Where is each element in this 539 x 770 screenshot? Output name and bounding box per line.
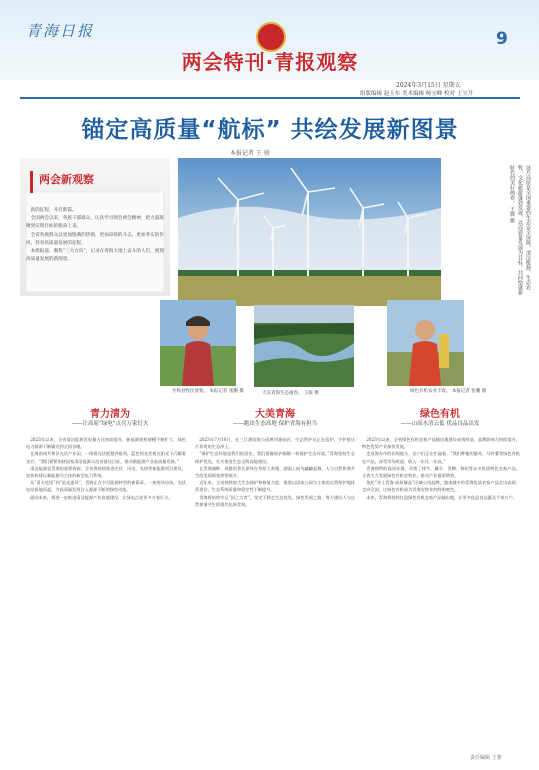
article-paragraph: 2023年以来，全省绿色有机农畜产品输出地建设成效明显，品牌影响力持续提升，特色优势产业加快发展。 [362,437,520,450]
article-paragraph: 2023年以来，全省清洁能源发电量占比持续提升，新能源装机规模不断扩大，绿色电力源源不断输送到全国各地。 [26,437,186,450]
section-subtitle: ——让高原“绿电”点亮万家灯火 [71,421,149,427]
article-body [195,436,355,748]
section-title: 大美青海 [255,409,295,420]
box-title-wrap [30,171,113,193]
article-body [26,436,186,748]
article-paragraph: 依托“净土青海·高原臻品”区域公用品牌，越来越多的青海优质农畜产品走出高原、走向全国，让绿色有机成为青海农牧业的鲜明底色。 [362,480,520,493]
article-paragraph: “保护生态环境是我们的责任，我们要像保护眼睛一样保护生态环境。”青海坚持生态保护优先，扎实推进生态文明高地建设。 [195,451,355,464]
river-landscape-photo [254,305,354,387]
byline: 本报记者 王 骏 [230,150,270,157]
article-paragraph: 清洁能源是青海的重要资源，全省将持续推进光伏、风电、光热等新能源项目建设，加快构建以新能源为主体的新型电力系统。 [26,465,186,479]
box-title: 两会新观察 [39,173,94,186]
issue-date: 2024年3月15日 星期五 [396,82,461,89]
footer-credit: 责任编辑 王骏 [470,755,502,761]
article-paragraph: 近年来，全省持续加大生态保护和修复力度，推进以国家公园为主体的自然保护地体系建设，生态系统质量和稳定性不断提升。 [195,480,355,493]
article-paragraph: 2023年7月10日，在三江源国家公园黄河源园区，生态管护员正在巡护，守护着这片珍贵的生态净土。 [195,437,355,450]
editor-credits: 组版编辑 赵玉东 美术编辑 杨宝峰 校对 王宝升 [360,91,474,97]
page-headline: 锚定高质量“航标” 共绘发展新图景 [81,117,459,143]
page-number: 9 [496,29,508,49]
section-subtitle: ——跑出生态高地 保护青海有担当 [232,421,318,427]
article-paragraph: 青海将始终牢记“国之大者”，坚定不移走生态优先、绿色发展之路，努力建设人与自然和谐共生的现代化新青海。 [195,494,355,507]
article-body [362,436,520,748]
special-edition-banner: 两会特刊·青报观察 [181,50,359,74]
wind-farm-photo [178,158,441,306]
article-paragraph: 在海南州共和县光伏产业园，一排排光伏板整齐排列，蓝色的光伏板在阳光下闪耀着光芒。“我们紧紧围绕国家清洁能源示范省建设目标，推动新能源产业高质量发展。” [26,451,186,464]
photo-caption: 共和县牧民放牧。 本报记者 张鹏 摄 [172,389,244,394]
intro-paragraph: 本组报道，聚焦“三大方向”，记录在青海大地上奋斗的人们，展现高质量发展的新图景。 [26,249,164,263]
divider [20,97,520,99]
section-title: 绿色有机 [420,409,460,420]
intro-paragraph: 全省各族群众以更加饱满的热情、更加昂扬的斗志、更加务实的作风，投身高质量发展的征程。 [26,232,164,246]
newspaper-logo: 青海日报 [26,22,95,40]
article-paragraph: 未来，青海将持续打造绿色有机农畜产品输出地，让更多优品良品惠及千家万户。 [366,494,517,500]
photo-caption: 绿色有机农业丰收。 本报记者 张鹏 摄 [410,389,487,394]
intro-paragraph: 新的征程，开启新篇。 [30,208,77,213]
article-paragraph: 从“看天吃饭”到“追光逐风”，青海正在书写能源转型的新篇章。一座座风电场、光伏电站拔地而起，为高质量发展注入源源不断的绿色动能。 [26,480,186,493]
article-paragraph: 面向未来，将进一步推进清洁能源产业高地建设，让绿电点亮更多万家灯火。 [30,494,173,500]
vertical-caption: 这片高原是全国重要的生态安全屏障，清洁能源、生态农牧、文化旅游蓬勃发展，以高质量发展为目标，共同绘就新时代的美好画卷。 王骏 摄 [509,165,531,295]
article-paragraph: 青海独特的高原环境，孕育了牦牛、藏羊、青稞、枸杞等众多优质特色农畜产品。全省大力发展绿色有机农牧业，推动产业提质增效。 [362,465,520,479]
herder-photo [160,300,236,386]
intro-text [26,207,166,264]
intro-paragraph: 全国两会以来，各族干部群众，认真学习领会两会精神，把力量凝聚到实现目标的使命上来。 [26,216,164,230]
section-title: 青力清为 [90,409,130,420]
section-subtitle: ——山高水清云低 优品良品出发 [400,421,480,427]
photo-caption: 大美青海生态画卷。 王骏 摄 [262,391,319,396]
farmer-photo [387,300,464,386]
article-paragraph: 走进海东市的田间地头，农户们正在忙碌着。“我们种植的藜麦、马铃薯等绿色有机农产品，深受市场欢迎，收入一年比一年高。” [362,451,520,464]
article-paragraph: 在青海湖畔，成群的普氏原羚在草原上奔跑，湖面上候鸟翩翩起舞，人与自然和谐共生的美丽画卷徐徐展开。 [195,465,355,479]
